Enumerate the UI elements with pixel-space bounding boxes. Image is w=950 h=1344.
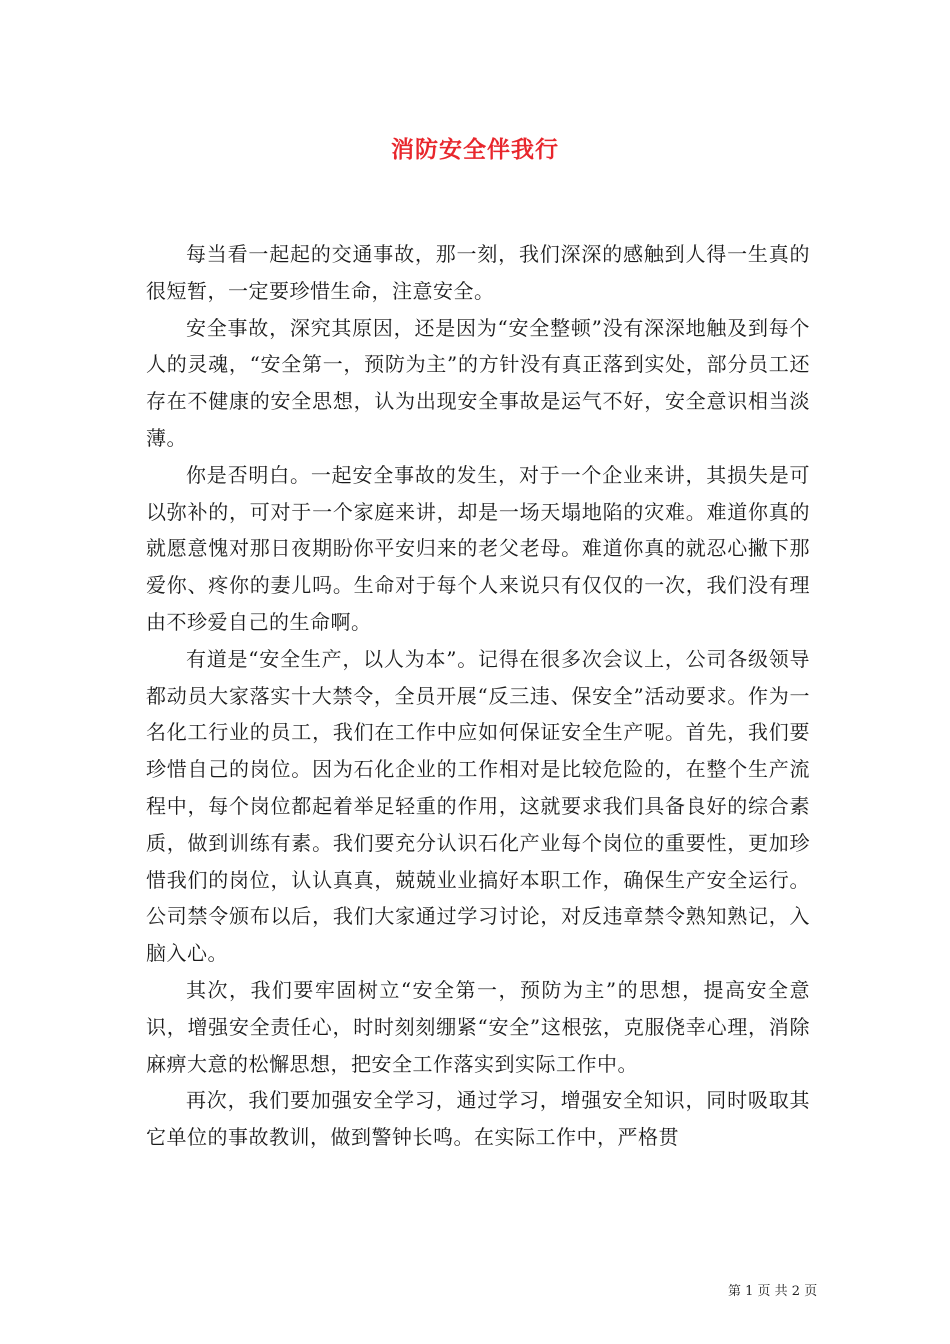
paragraph: 你是否明白。一起安全事故的发生，对于一个企业来讲，其损失是可以弥补的，可对于一个家庭来讲，却是一场天塌地陷的灾难。难道你真的就愿意愧对那日夜期盼你平安归来的老父老母。难道你真的就忍心撇下那爱你、疼你的妻儿吗。生命对于每个人来说只有仅仅的一次，我们没有理由不珍爱自己的生命啊。 [146,462,810,634]
paragraph: 安全事故，深究其原因，还是因为“安全整顿”没有深深地触及到每个人的灵魂，“安全第一，预防为主”的方针没有真正落到实处，部分员工还存在不健康的安全思想，认为出现安全事故是运气不好，安全意识相当淡薄。 [146,315,810,450]
paragraph: 有道是“安全生产，以人为本”。记得在很多次会议上，公司各级领导都动员大家落实十大禁令，全员开展“反三违、保安全”活动要求。作为一名化工行业的员工，我们在工作中应如何保证安全生产呢。首先，我们要珍惜自己的岗位。因为石化企业的工作相对是比较危险的，在整个生产流程中，每个岗位都起着举足轻重的作用，这就要求我们具备良好的综合素质，做到训练有素。我们要充分认识石化产业每个岗位的重要性，更加珍惜我们的岗位，认认真真，兢兢业业搞好本职工作，确保生产安全运行。公司禁令颁布以后，我们大家通过学习讨论，对反违章禁令熟知熟记，入脑入心。 [146,646,810,966]
document-title: 消防安全伴我行 [391,136,559,163]
page-number-footer: 第 1 页 共 2 页 [728,1284,818,1299]
paragraph: 其次，我们要牢固树立“安全第一，预防为主”的思想，提高安全意识，增强安全责任心，时时刻刻绷紧“安全”这根弦，克服侥幸心理，消除麻痹大意的松懈思想，把安全工作落实到实际工作中。 [146,977,810,1076]
paragraph: 再次，我们要加强安全学习，通过学习，增强安全知识，同时吸取其它单位的事故教训，做到警钟长鸣。在实际工作中，严格贯 [146,1088,810,1150]
document-body [146,236,810,1156]
paragraph: 每当看一起起的交通事故，那一刻，我们深深的感触到人得一生真的很短暂，一定要珍惜生命，注意安全。 [146,242,810,303]
